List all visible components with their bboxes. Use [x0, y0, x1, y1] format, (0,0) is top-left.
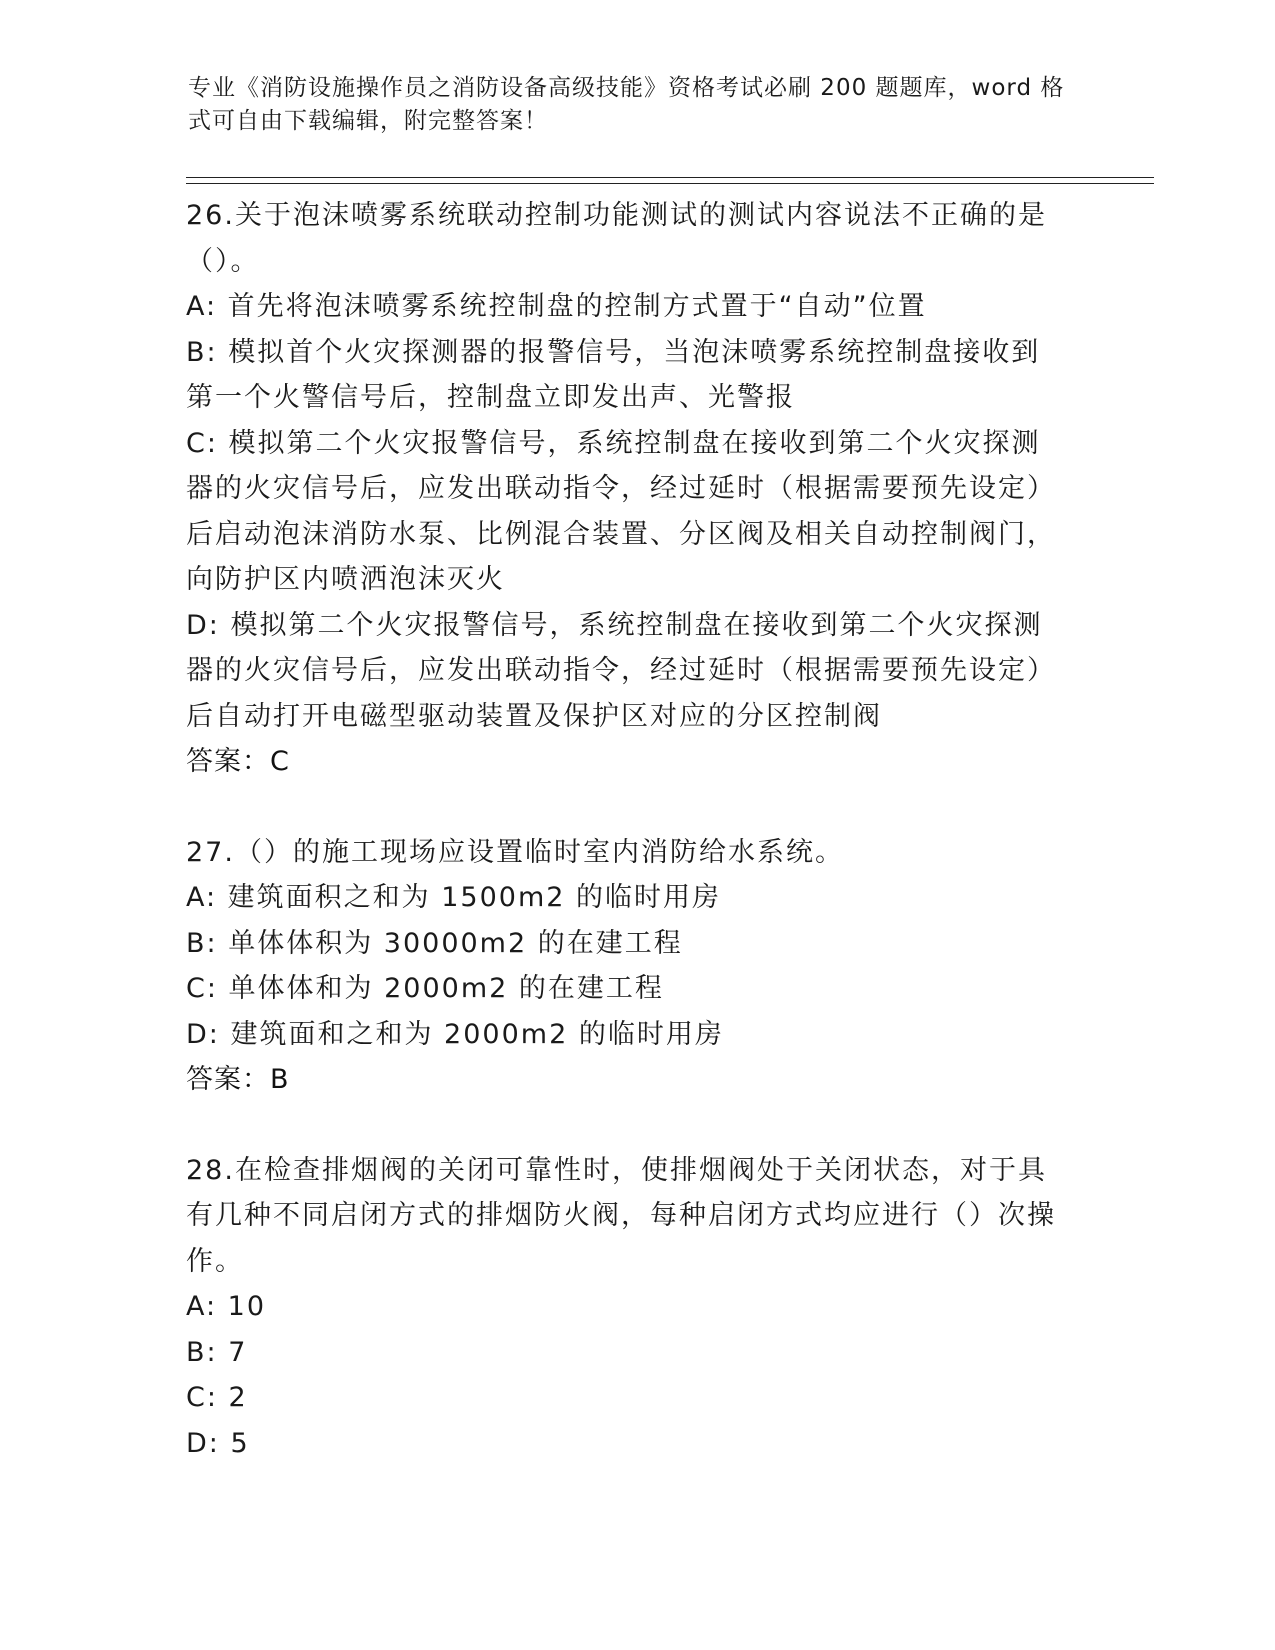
- header-line-1: 专业《消防设施操作员之消防设备高级技能》资格考试必刷 200 题题库，word 格: [188, 75, 1065, 101]
- question-stem: 27.（）的施工现场应设置临时室内消防给水系统。: [186, 836, 844, 868]
- question-stem: 26.关于泡沫喷雾系统联动控制功能测试的测试内容说法不正确的是（）。: [186, 200, 1047, 277]
- option-d: D: 5: [186, 1427, 250, 1459]
- option-b: B: 7: [186, 1336, 248, 1368]
- question-list: [186, 193, 1066, 1466]
- option-a: A: 建筑面积之和为 1500m2 的临时用房: [186, 882, 722, 913]
- answer-label: 答案：B: [186, 1064, 290, 1095]
- question-28: [186, 1148, 1066, 1467]
- spacer: [186, 1103, 1066, 1148]
- answer-label: 答案：C: [186, 746, 290, 777]
- question-stem: 28.在检查排烟阀的关闭可靠性时，使排烟阀处于关闭状态，对于具有几种不同启闭方式的排烟防火阀，每种启闭方式均应进行（）次操作。: [186, 1154, 1056, 1277]
- option-c: C: 模拟第二个火灾报警信号，系统控制盘在接收到第二个火灾探测器的火灾信号后，应发出联动指令，经过延时（根据需要预先设定）后启动泡沫消防水泵、比例混合装置、分区阀及相关自动控制阀门，向防护区内喷洒泡沫灭火: [186, 427, 1056, 595]
- option-d: D: 模拟第二个火灾报警信号，系统控制盘在接收到第二个火灾探测器的火灾信号后，应发出联动指令，经过延时（根据需要预先设定）后自动打开电磁型驱动装置及保护区对应的分区控制阀: [186, 609, 1056, 732]
- option-d: D: 建筑面和之和为 2000m2 的临时用房: [186, 1018, 724, 1050]
- question-26: [186, 193, 1066, 785]
- question-27: [186, 830, 1066, 1103]
- option-a: A: 10: [186, 1291, 267, 1322]
- header-divider-bottom: [186, 183, 1154, 184]
- spacer: [186, 785, 1066, 830]
- option-c: C: 2: [186, 1382, 248, 1413]
- option-b: B: 单体体积为 30000m2 的在建工程: [186, 927, 683, 959]
- document-header: [188, 72, 1068, 138]
- option-c: C: 单体体和为 2000m2 的在建工程: [186, 973, 664, 1004]
- header-divider-top: [186, 177, 1154, 178]
- option-a: A: 首先将泡沫喷雾系统控制盘的控制方式置于“自动”位置: [186, 291, 927, 322]
- header-line-2: 式可自由下载编辑，附完整答案！: [188, 108, 548, 134]
- option-b: B: 模拟首个火灾探测器的报警信号，当泡沫喷雾系统控制盘接收到第一个火警信号后，控制盘立即发出声、光警报: [186, 336, 1041, 413]
